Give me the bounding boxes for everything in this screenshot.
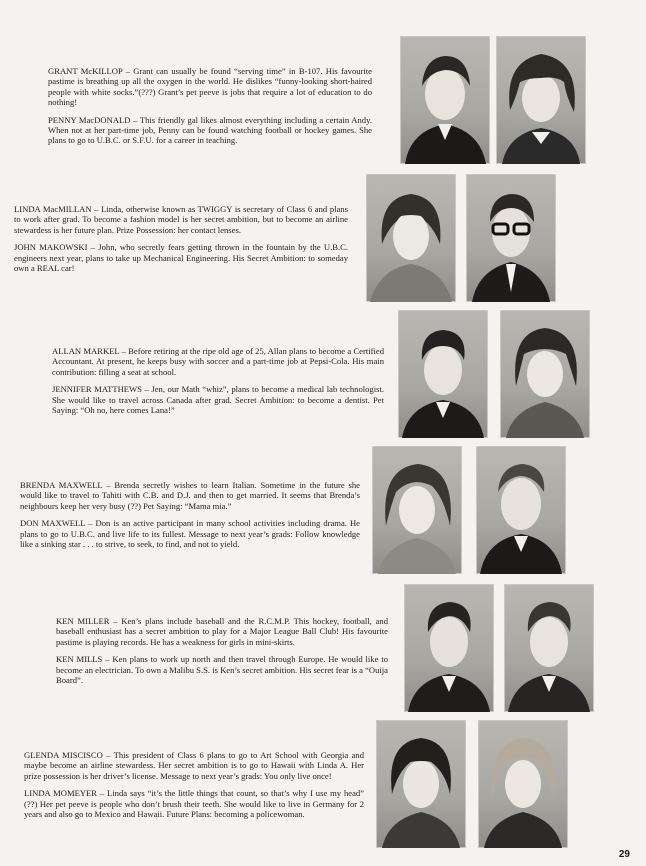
student-portrait-photo [404, 584, 494, 712]
entry-text-block [20, 480, 360, 556]
student-bio: JENNIFER MATTHEWS – Jen, our Math “whiz”, plans to become a medical lab technologist. She would like to travel across Canada after grad. Secret Ambition: to become a dentist. Pet Saying: “Oh no, here comes Lana!” [52, 384, 384, 416]
student-portrait-photo [366, 174, 456, 302]
student-bio: GLENDA MISCISCO – This president of Class 6 plans to go to Art School with Georgia and maybe become an airline stewardess. Her secret ambition is to go to Hawaii with Linda A. Her prize possession is her driver’s license. Message to next year’s grads: You only live once! [24, 750, 364, 781]
entry-text-block [24, 750, 364, 826]
entry-text-block [52, 346, 384, 422]
student-bio: LINDA MOMEYER – Linda says “it’s the little things that count, so that’s why I use my head” (??) Her pet peeve is people who don’t brush their teeth. She would like to live in Germany for 2 years and also go to Mexico and Hawaii. Future Plans: becoming a policewoman. [24, 788, 364, 820]
student-portrait-photo [476, 446, 566, 574]
student-bio: LINDA MacMILLAN – Linda, otherwise known as TWIGGY is secretary of Class 6 and plans to work after grad. To become a fashion model is her secret ambition, but to become an airline stewardess is her future plan. Prize Possession: her contact lenses. [14, 204, 348, 235]
student-bio: JOHN MAKOWSKI – John, who secretly fears getting thrown in the fountain by the U.B.C. engineers next year, plans to take up Mechanical Engineering. His Secret Ambition: to someday own a REAL car! [14, 242, 348, 274]
student-bio: DON MAXWELL – Don is an active participant in many school activities including drama. He plans to go to U.B.C. and live life to its fullest. Message to next year’s grads: Follow knowledge like a sinking star . . . to strive, to seek, to find, and not to yield. [20, 518, 360, 550]
student-portrait-photo [496, 36, 586, 164]
student-portrait-photo [504, 584, 594, 712]
student-portrait-photo [376, 720, 466, 848]
student-portrait-photo [400, 36, 490, 164]
student-bio: BRENDA MAXWELL – Brenda secretly wishes to learn Italian. Sometime in the future she would like to travel to Tahiti with C.B. and D.J. and then to get married. It seems that Brenda’s neighbours keep her very busy (??) Pet Saying: “Mama mia.” [20, 480, 360, 511]
student-portrait-photo [372, 446, 462, 574]
student-bio: KEN MILLS – Ken plans to work up north and then travel through Europe. He would like to become an electrician. To own a Malibu S.S. is Ken’s secret ambition. His secret fear is a “Ouija Board”. [56, 654, 388, 686]
student-portrait-photo [500, 310, 590, 438]
entry-text-block [56, 616, 388, 692]
page-number: 29 [618, 849, 630, 860]
entry-text-block [14, 204, 348, 280]
student-bio: GRANT McKILLOP – Grant can usually be found “serving time” in B-107. His favourite pastime is breathing up all the oxygen in the world. He dislikes “funny-looking short-haired people with white socks.”(???) Grant’s pet peeve is jobs that require a lot of education to do nothing! [48, 66, 372, 108]
student-portrait-photo [398, 310, 488, 438]
student-portrait-photo [466, 174, 556, 302]
student-portrait-photo [478, 720, 568, 848]
entry-text-block [48, 66, 372, 153]
student-bio: ALLAN MARKEL – Before retiring at the ripe old age of 25, Allan plans to become a Certified Accountant. At present, he keeps busy with soccer and a part-time job at Pepsi-Cola. His main contribution: filling a seat at school. [52, 346, 384, 377]
student-bio: KEN MILLER – Ken’s plans include baseball and the R.C.M.P. This hockey, football, and baseball enthusiast has a secret ambition to play for a Major League Ball Club! His favourite pastime is playing records. He has a weakness for girls in mini-skirts. [56, 616, 388, 647]
student-bio: PENNY MacDONALD – This friendly gal likes almost everything including a certain Andy. When not at her part-time job, Penny can be found watching football or hockey games. She plans to go to U.B.C. or S.F.U. for a career in teaching. [48, 114, 372, 146]
